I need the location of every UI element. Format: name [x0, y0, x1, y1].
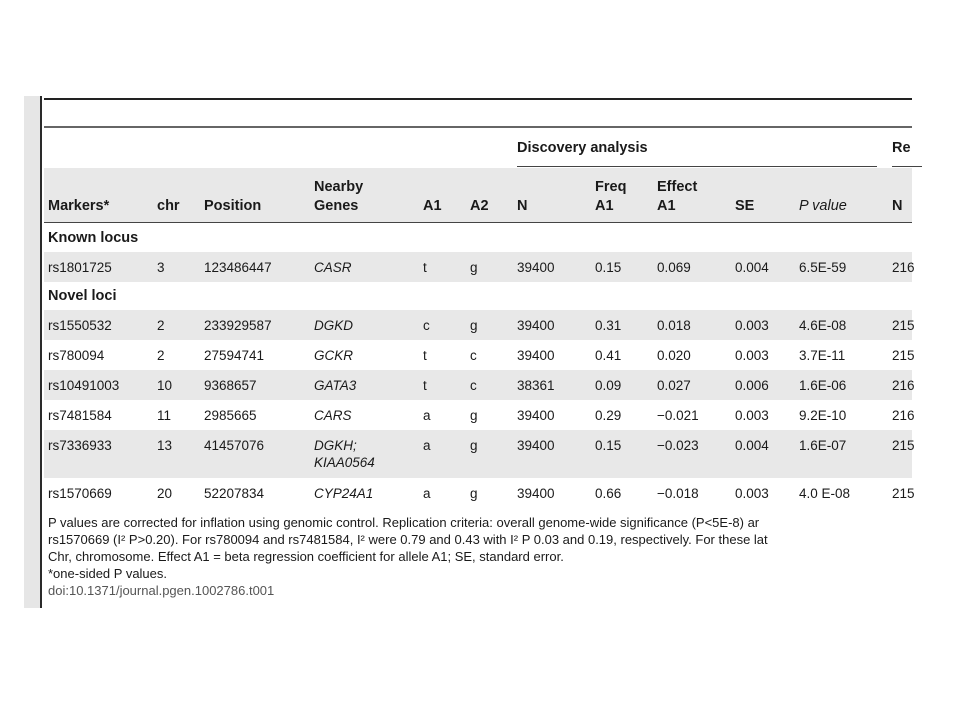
cell-genes: GCKR — [314, 348, 354, 363]
cell-p: 1.6E-06 — [799, 378, 847, 393]
group-header-discovery: Discovery analysis — [517, 140, 648, 156]
cell-effect: 0.018 — [657, 318, 691, 333]
footnote-line-4: *one-sided P values. — [48, 566, 168, 581]
cell-position: 9368657 — [204, 378, 257, 393]
col-header-pvalue: P value — [799, 198, 847, 214]
cell-n: 38361 — [517, 378, 555, 393]
cell-a2: g — [470, 318, 478, 333]
cell-position: 41457076 — [204, 438, 265, 453]
table-second-rule — [44, 126, 912, 128]
col-header-nearby-line1: Nearby — [314, 179, 364, 195]
cell-genes — [314, 437, 375, 471]
cell-p: 1.6E-07 — [799, 438, 847, 453]
table-figure — [44, 96, 915, 608]
cell-genes: CASR — [314, 260, 352, 275]
cell-a1: t — [423, 260, 427, 275]
col-header-nearby-genes — [314, 178, 363, 216]
cell-se: 0.006 — [735, 378, 769, 393]
footnote-line-3: Chr, chromosome. Effect A1 = beta regression coefficient for allele A1; SE, standard error. — [48, 549, 564, 564]
col-header-a2: A2 — [470, 198, 489, 214]
cell-marker: rs1550532 — [48, 318, 112, 333]
table-row — [44, 370, 915, 400]
col-header-se: SE — [735, 198, 755, 214]
col-header-nearby-line2: Genes — [314, 198, 359, 214]
cell-a1: c — [423, 318, 430, 333]
cell-p: 4.6E-08 — [799, 318, 847, 333]
footnote-line-2: rs1570669 (I² P>0.20). For rs780094 and rs7481584, I² were 0.79 and 0.43 with I² P 0.03 and 0.19, respectively. For these lat — [48, 532, 768, 547]
cell-marker: rs1570669 — [48, 486, 112, 501]
cell-genes-line2: KIAA0564 — [314, 455, 375, 470]
col-header-freq-line1: Freq — [595, 179, 627, 195]
cell-n-right: 216 — [892, 408, 915, 423]
cell-a2: g — [470, 438, 478, 453]
cell-effect: 0.027 — [657, 378, 691, 393]
cell-n-right: 216 — [892, 260, 915, 275]
group-header-rule — [517, 166, 877, 167]
cell-effect: 0.069 — [657, 260, 691, 275]
cell-effect: −0.021 — [657, 408, 699, 423]
cell-effect: −0.023 — [657, 438, 699, 453]
page-gutter — [24, 96, 40, 608]
col-header-freq — [595, 178, 626, 216]
cell-position: 123486447 — [204, 260, 272, 275]
cell-chr: 2 — [157, 318, 165, 333]
cell-marker: rs7336933 — [48, 438, 112, 453]
cell-freq: 0.15 — [595, 438, 622, 453]
table-footnotes — [48, 514, 948, 599]
cell-p: 6.5E-59 — [799, 260, 847, 275]
col-header-effect-line2: A1 — [657, 198, 676, 214]
table-row — [44, 340, 915, 370]
col-header-effect — [657, 178, 697, 216]
table-row — [44, 430, 915, 478]
cell-freq: 0.29 — [595, 408, 622, 423]
cell-freq: 0.41 — [595, 348, 622, 363]
cell-freq: 0.15 — [595, 260, 622, 275]
cell-position: 2985665 — [204, 408, 257, 423]
cell-a2: c — [470, 348, 477, 363]
col-header-a1: A1 — [423, 198, 442, 214]
section-title: Novel loci — [48, 288, 117, 304]
cell-p: 4.0 E-08 — [799, 486, 851, 501]
cell-genes: CYP24A1 — [314, 486, 374, 501]
col-header-effect-line1: Effect — [657, 179, 698, 195]
cell-position: 27594741 — [204, 348, 265, 363]
group-header-replication: Re — [892, 140, 911, 156]
cell-chr: 3 — [157, 260, 165, 275]
cell-p: 3.7E-11 — [799, 348, 846, 363]
col-header-n: N — [517, 198, 528, 214]
cell-freq: 0.31 — [595, 318, 622, 333]
cell-n: 39400 — [517, 408, 555, 423]
table-row — [44, 400, 915, 430]
cell-chr: 11 — [157, 408, 172, 423]
cell-chr: 10 — [157, 378, 173, 393]
cell-freq: 0.09 — [595, 378, 622, 393]
cell-marker: rs1801725 — [48, 260, 112, 275]
cell-marker: rs10491003 — [48, 378, 120, 393]
footnote-doi: doi:10.1371/journal.pgen.1002786.t001 — [48, 583, 275, 598]
table-header — [44, 168, 912, 222]
cell-n-right: 215 — [892, 486, 915, 501]
group-header-rule-right — [892, 166, 922, 167]
page-edge-line — [40, 96, 42, 608]
cell-position: 233929587 — [204, 318, 272, 333]
col-header-n-replication: N — [892, 198, 903, 214]
cell-p: 9.2E-10 — [799, 408, 847, 423]
col-header-chr: chr — [157, 198, 180, 214]
cell-n: 39400 — [517, 486, 555, 501]
cell-se: 0.003 — [735, 318, 769, 333]
cell-a2: g — [470, 486, 478, 501]
table-top-rule — [44, 98, 912, 100]
cell-effect: 0.020 — [657, 348, 691, 363]
cell-n: 39400 — [517, 438, 555, 453]
cell-genes: CARS — [314, 408, 352, 423]
cell-genes-line1: DGKH; — [314, 438, 357, 453]
cell-chr: 13 — [157, 438, 173, 453]
footnote-line-1: P values are corrected for inflation using genomic control. Replication criteria: overall genome-wide significance (P<5E-8) ar — [48, 515, 760, 530]
cell-effect: −0.018 — [657, 486, 699, 501]
cell-n-right: 216 — [892, 378, 915, 393]
cell-a2: g — [470, 260, 478, 275]
cell-n-right: 215 — [892, 348, 915, 363]
header-bottom-rule — [44, 222, 912, 223]
cell-a1: a — [423, 438, 431, 453]
cell-marker: rs780094 — [48, 348, 105, 363]
cell-a2: c — [470, 378, 477, 393]
cell-position: 52207834 — [204, 486, 265, 501]
table-row — [44, 478, 915, 508]
cell-n: 39400 — [517, 318, 555, 333]
cell-se: 0.003 — [735, 408, 769, 423]
cell-chr: 20 — [157, 486, 173, 501]
table-row — [44, 252, 915, 282]
cell-a1: t — [423, 348, 427, 363]
table-row — [44, 310, 915, 340]
cell-freq: 0.66 — [595, 486, 622, 501]
cell-se: 0.004 — [735, 260, 769, 275]
col-header-markers: Markers* — [48, 198, 110, 214]
cell-se: 0.003 — [735, 486, 769, 501]
section-title: Known locus — [48, 230, 139, 246]
cell-n-right: 215 — [892, 318, 915, 333]
cell-n-right: 215 — [892, 438, 915, 453]
col-header-freq-line2: A1 — [595, 198, 614, 214]
cell-chr: 2 — [157, 348, 165, 363]
cell-a1: a — [423, 486, 431, 501]
cell-genes: GATA3 — [314, 378, 357, 393]
cell-n: 39400 — [517, 348, 555, 363]
cell-n: 39400 — [517, 260, 555, 275]
cell-marker: rs7481584 — [48, 408, 112, 423]
cell-a1: a — [423, 408, 431, 423]
col-header-position: Position — [204, 198, 262, 214]
cell-genes: DGKD — [314, 318, 354, 333]
cell-se: 0.004 — [735, 438, 769, 453]
cell-a1: t — [423, 378, 427, 393]
cell-a2: g — [470, 408, 478, 423]
cell-se: 0.003 — [735, 348, 769, 363]
